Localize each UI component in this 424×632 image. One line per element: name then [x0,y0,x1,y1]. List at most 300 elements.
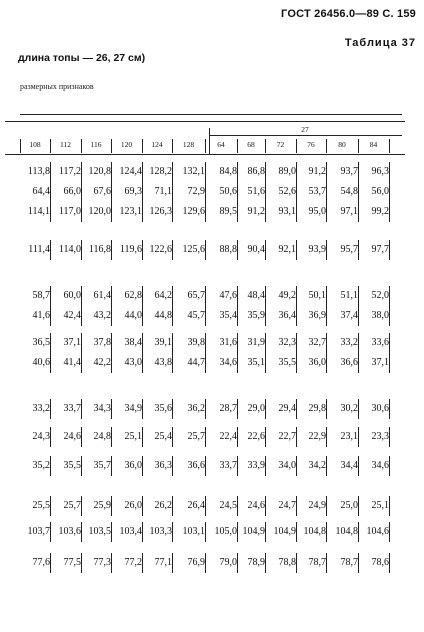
table-cell: 65,7 [187,290,205,301]
cell-divider [265,496,266,516]
cell-divider [389,456,390,476]
cell-divider [172,522,173,542]
table-cell: 86,8 [247,166,265,177]
cell-divider [50,522,51,542]
table-row [0,204,424,220]
column-divider [142,139,143,153]
table-cell: 119,6 [119,244,142,255]
cell-divider [205,496,206,516]
cell-divider [142,162,143,182]
cell-divider [205,427,206,447]
cell-divider [111,240,112,260]
cell-divider [265,522,266,542]
table-cell: 104,9 [242,526,265,537]
table-cell: 25,0 [340,500,358,511]
cell-divider [326,399,327,419]
table-cell: 89,0 [278,166,296,177]
table-cell: 123,1 [119,206,142,217]
column-header: 108 [29,140,41,149]
table-cell: 117,2 [58,166,81,177]
cell-divider [237,522,238,542]
table-cell: 31,6 [219,337,237,348]
cell-divider [389,399,390,419]
table-row [0,555,424,571]
table-cell: 36,0 [124,460,142,471]
table-cell: 95,7 [340,244,358,255]
cell-divider [237,456,238,476]
cell-divider [265,286,266,306]
table-cell: 34,3 [93,403,111,414]
table-cell: 103,3 [149,526,172,537]
table-cell: 51,1 [340,290,358,301]
rule-header-group [209,135,402,136]
cell-divider [296,353,297,373]
cell-divider [142,353,143,373]
table-cell: 34,4 [340,460,358,471]
table-cell: 71,1 [154,186,172,197]
cell-divider [111,182,112,202]
cell-divider [81,399,82,419]
column-divider [50,139,51,153]
cell-divider [142,306,143,326]
cell-divider [358,522,359,542]
cell-divider [358,240,359,260]
table-cell: 22,7 [278,431,296,442]
table-cell: 89,5 [219,206,237,217]
cell-divider [142,202,143,222]
column-header: 112 [60,140,71,149]
table-cell: 76,9 [187,557,205,568]
cell-divider [237,427,238,447]
cell-divider [81,553,82,573]
table-cell: 103,7 [27,526,50,537]
cell-divider [265,353,266,373]
cell-divider [326,182,327,202]
table-cell: 53,7 [308,186,326,197]
table-cell: 99,2 [371,206,389,217]
table-cell: 48,4 [247,290,265,301]
table-cell: 36,4 [278,310,296,321]
cell-divider [326,553,327,573]
table-cell: 114,1 [27,206,50,217]
table-cell: 77,1 [154,557,172,568]
cell-divider [358,333,359,353]
table-cell: 126,3 [149,206,172,217]
table-row [0,429,424,445]
cell-divider [389,182,390,202]
cell-divider [111,353,112,373]
column-header: 84 [369,140,378,149]
table-cell: 25,5 [32,500,50,511]
table-cell: 33,7 [63,403,81,414]
table-cell: 103,1 [182,526,205,537]
table-cell: 91,2 [308,166,326,177]
cell-divider [237,496,238,516]
cell-divider [50,333,51,353]
table-cell: 35,2 [32,460,50,471]
table-cell: 35,6 [154,403,172,414]
cell-divider [358,456,359,476]
table-cell: 104,8 [303,526,326,537]
table-cell: 56,0 [371,186,389,197]
table-cell: 77,3 [93,557,111,568]
table-row [0,164,424,180]
table-cell: 37,1 [63,337,81,348]
table-cell: 49,2 [278,290,296,301]
table-cell: 29,4 [278,403,296,414]
cell-divider [265,182,266,202]
cell-divider [389,202,390,222]
cell-divider [172,182,173,202]
table-row [0,184,424,200]
cell-divider [358,496,359,516]
cell-divider [111,333,112,353]
table-cell: 47,6 [219,290,237,301]
cell-divider [205,399,206,419]
table-cell: 91,2 [247,206,265,217]
column-divider [111,139,112,153]
cell-divider [265,333,266,353]
table-cell: 61,4 [93,290,111,301]
cell-divider [205,202,206,222]
table-cell: 23,3 [371,431,389,442]
table-cell: 38,4 [124,337,142,348]
table-cell: 84,8 [219,166,237,177]
cell-divider [389,553,390,573]
cell-divider [81,240,82,260]
table-cell: 36,6 [340,357,358,368]
table-cell: 64,2 [154,290,172,301]
table-row [0,335,424,351]
table-cell: 36,5 [32,337,50,348]
table-cell: 92,1 [278,244,296,255]
table-cell: 78,7 [340,557,358,568]
table-cell: 32,3 [278,337,296,348]
cell-divider [81,522,82,542]
cell-divider [389,240,390,260]
column-header: 128 [182,140,195,149]
table-cell: 120,8 [88,166,111,177]
cell-divider [296,182,297,202]
cell-divider [389,496,390,516]
table-cell: 24,8 [93,431,111,442]
cell-divider [172,202,173,222]
table-cell: 66,0 [63,186,81,197]
cell-divider [172,553,173,573]
cell-divider [111,553,112,573]
table-cell: 37,4 [340,310,358,321]
cell-divider [111,456,112,476]
cell-divider [50,456,51,476]
cell-divider [296,202,297,222]
cell-divider [142,286,143,306]
table-row [0,288,424,304]
cell-divider [142,399,143,419]
table-cell: 78,7 [308,557,326,568]
table-cell: 24,5 [219,500,237,511]
cell-divider [237,182,238,202]
table-cell: 31,9 [247,337,265,348]
cell-divider [265,553,266,573]
table-cell: 22,4 [219,431,237,442]
table-cell: 116,8 [88,244,111,255]
cell-divider [142,427,143,447]
cell-divider [142,456,143,476]
cell-divider [237,306,238,326]
table-cell: 42,2 [93,357,111,368]
table-cell: 104,9 [273,526,296,537]
cell-divider [205,286,206,306]
table-cell: 35,5 [63,460,81,471]
cell-divider [81,333,82,353]
table-row [0,458,424,474]
table-cell: 36,2 [187,403,205,414]
table-cell: 43,8 [154,357,172,368]
cell-divider [205,353,206,373]
cell-divider [111,522,112,542]
table-label: Таблица 37 [344,37,416,49]
table-cell: 34,2 [308,460,326,471]
cell-divider [142,522,143,542]
table-cell: 37,1 [371,357,389,368]
table-cell: 24,6 [63,431,81,442]
column-divider [358,139,359,153]
table-cell: 30,2 [340,403,358,414]
table-cell: 124,4 [119,166,142,177]
cell-divider [326,306,327,326]
rule-header-bottom [5,154,405,155]
table-cell: 25,1 [124,431,142,442]
cell-divider [81,202,82,222]
column-divider [389,139,390,153]
table-cell: 34,6 [219,357,237,368]
table-cell: 22,6 [247,431,265,442]
table-cell: 33,2 [340,337,358,348]
table-cell: 54,8 [340,186,358,197]
table-cell: 113,8 [27,166,50,177]
table-cell: 114,0 [58,244,81,255]
table-cell: 26,2 [154,500,172,511]
cell-divider [296,496,297,516]
column-header: 76 [307,140,315,149]
table-cell: 39,1 [154,337,172,348]
cell-divider [358,202,359,222]
cell-divider [237,353,238,373]
cell-divider [389,162,390,182]
cell-divider [326,240,327,260]
cell-divider [296,553,297,573]
column-header: 116 [90,140,102,149]
cell-divider [265,202,266,222]
table-cell: 44,8 [154,310,172,321]
cell-divider [50,202,51,222]
cell-divider [81,306,82,326]
table-cell: 42,4 [63,310,81,321]
column-divider [237,139,238,153]
cell-divider [237,202,238,222]
cell-divider [326,162,327,182]
table-cell: 25,7 [187,431,205,442]
table-cell: 72,9 [187,186,205,197]
table-cell: 93,1 [278,206,296,217]
table-cell: 34,0 [278,460,296,471]
cell-divider [296,456,297,476]
cell-divider [205,182,206,202]
cell-divider [50,427,51,447]
cell-divider [50,286,51,306]
column-group-label: 27 [301,125,309,134]
cell-divider [142,333,143,353]
cell-divider [296,240,297,260]
table-cell: 33,7 [219,460,237,471]
cell-divider [265,456,266,476]
table-cell: 51,6 [247,186,265,197]
cell-divider [296,286,297,306]
table-cell: 77,6 [32,557,50,568]
table-cell: 103,5 [88,526,111,537]
cell-divider [172,353,173,373]
cell-divider [326,522,327,542]
rule-top [20,114,402,115]
table-cell: 69,3 [124,186,142,197]
cell-divider [172,427,173,447]
cell-divider [81,427,82,447]
table-cell: 128,2 [149,166,172,177]
table-cell: 105,0 [214,526,237,537]
table-cell: 35,9 [247,310,265,321]
cell-divider [358,162,359,182]
table-cell: 122,6 [149,244,172,255]
table-cell: 33,2 [32,403,50,414]
cell-divider [326,496,327,516]
table-cell: 111,4 [28,244,50,255]
table-cell: 58,7 [32,290,50,301]
cell-divider [326,353,327,373]
cell-divider [142,182,143,202]
table-cell: 95,0 [308,206,326,217]
cell-divider [237,333,238,353]
cell-divider [81,496,82,516]
cell-divider [81,182,82,202]
table-row [0,308,424,324]
table-cell: 117,0 [58,206,81,217]
table-cell: 37,8 [93,337,111,348]
cell-divider [205,240,206,260]
table-cell: 35,7 [93,460,111,471]
cell-divider [50,553,51,573]
row-label-header: размерных признаков [20,82,94,91]
table-cell: 36,6 [187,460,205,471]
column-header: 64 [217,140,225,149]
table-cell: 26,0 [124,500,142,511]
cell-divider [358,286,359,306]
cell-divider [237,162,238,182]
column-divider [205,139,206,153]
cell-divider [172,240,173,260]
table-cell: 29,0 [247,403,265,414]
table-cell: 24,7 [278,500,296,511]
column-header: 124 [151,140,163,149]
table-cell: 132,1 [182,166,205,177]
column-header: 120 [120,140,133,149]
table-cell: 34,6 [371,460,389,471]
table-subtitle: длина топы — 26, 27 см) [18,52,146,64]
cell-divider [237,240,238,260]
table-cell: 36,0 [308,357,326,368]
table-cell: 39,8 [187,337,205,348]
column-header: 80 [338,140,346,149]
table-cell: 43,0 [124,357,142,368]
cell-divider [237,286,238,306]
table-cell: 25,7 [63,500,81,511]
table-cell: 103,4 [119,526,142,537]
column-header: 68 [247,140,255,149]
cell-divider [81,286,82,306]
cell-divider [111,496,112,516]
cell-divider [296,162,297,182]
cell-divider [205,553,206,573]
table-cell: 60,0 [63,290,81,301]
cell-divider [358,182,359,202]
table-row [0,524,424,540]
table-cell: 77,2 [124,557,142,568]
cell-divider [296,427,297,447]
table-cell: 103,6 [58,526,81,537]
table-cell: 43,2 [93,310,111,321]
column-divider [265,139,266,153]
table-cell: 78,9 [247,557,265,568]
cell-divider [389,286,390,306]
cell-divider [265,162,266,182]
cell-divider [81,456,82,476]
table-cell: 25,4 [154,431,172,442]
cell-divider [296,399,297,419]
table-cell: 125,6 [182,244,205,255]
cell-divider [205,162,206,182]
cell-divider [205,306,206,326]
table-row [0,401,424,417]
table-row [0,242,424,258]
cell-divider [172,456,173,476]
cell-divider [142,240,143,260]
cell-divider [50,306,51,326]
cell-divider [142,553,143,573]
cell-divider [111,162,112,182]
table-row [0,355,424,371]
cell-divider [237,399,238,419]
cell-divider [265,427,266,447]
cell-divider [326,286,327,306]
table-cell: 44,0 [124,310,142,321]
table-cell: 29,8 [308,403,326,414]
table-cell: 22,9 [308,431,326,442]
table-cell: 25,9 [93,500,111,511]
table-cell: 28,7 [219,403,237,414]
table-cell: 52,0 [371,290,389,301]
cell-divider [358,353,359,373]
cell-divider [111,427,112,447]
cell-divider [326,427,327,447]
cell-divider [205,456,206,476]
table-cell: 26,4 [187,500,205,511]
table-cell: 33,9 [247,460,265,471]
table-cell: 41,4 [63,357,81,368]
table-cell: 97,1 [340,206,358,217]
column-divider [81,139,82,153]
cell-divider [172,286,173,306]
table-cell: 30,6 [371,403,389,414]
table-cell: 24,6 [247,500,265,511]
